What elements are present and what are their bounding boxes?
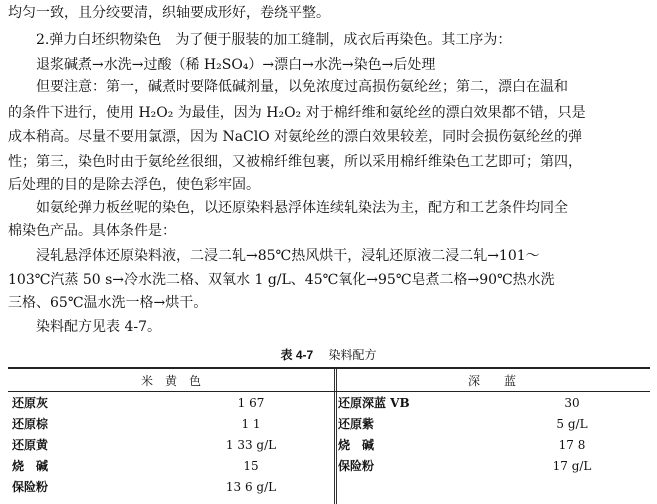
process-flow-line: 退浆碱煮→水洗→过酸（稀 H₂SO₄）→漂白→水洗→染色→后处理 [36, 57, 436, 73]
left-dye-amount: 13 6 g/L [225, 479, 277, 494]
text-line-6: 成本稍高。尽量不要用氯漂，因为 NaClO 对氨纶丝的漂白效果较差，同时会损伤氨纶丝的弹 [8, 129, 583, 145]
text-line-13: 三格、65℃温水洗一格→烘干。 [8, 295, 208, 311]
right-dye-name: 烧 碱 [338, 438, 375, 452]
dye-recipe-table [8, 369, 650, 497]
left-dye-amount: 1 1 [241, 416, 261, 431]
left-dye-amount: 1 67 [237, 395, 265, 410]
table-reference-line: 染料配方见表 4-7。 [36, 319, 161, 335]
right-dye-name [334, 476, 494, 497]
table-caption [0, 346, 657, 363]
right-dye-name: 保险粉 [338, 459, 375, 473]
table-header-row [8, 369, 650, 392]
left-dye-name: 还原棕 [12, 417, 49, 431]
text-line-10: 棉染色产品。具体条件是： [8, 223, 176, 239]
left-dye-name: 烧 碱 [12, 459, 49, 473]
table-row [8, 476, 650, 497]
left-dye-name: 还原黄 [12, 438, 49, 452]
text-line-9: 如氨纶弹力板丝呢的染色，以还原染料悬浮体连续轧染法为主，配方和工艺条件均同全 [36, 200, 568, 216]
right-dye-name: 还原深蓝 VB [338, 396, 410, 410]
table-row [8, 413, 650, 434]
text-line-12: 103℃汽蒸 50 s→冷水洗二格、双氧水 1 g/L、45℃氧化→95℃皂煮二格→90℃热水洗 [8, 272, 555, 288]
left-dye-amount: 1 33 g/L [225, 437, 277, 452]
table-row [8, 434, 650, 455]
header-beige: 米 黄 色 [8, 369, 334, 392]
header-dark-blue: 深 蓝 [334, 369, 650, 392]
right-dye-name: 还原紫 [338, 417, 375, 431]
table-caption-title: 染料配方 [328, 348, 377, 362]
text-line-5: 的条件下进行，使用 H₂O₂ 为最佳，因为 H₂O₂ 对于棉纤维和氨纶丝的漂白效果都不错，只是 [8, 105, 586, 121]
text-line-11: 浸轧悬浮体还原染料液，二浸二轧→85℃热风烘干，浸轧还原液二浸二轧→101～ [36, 248, 540, 264]
right-dye-amount: 17 8 [558, 437, 586, 452]
text-line-1: 均匀一致，且分绞要清，织轴要成形好，卷绕平整。 [8, 5, 330, 21]
text-line-7: 性；第三，染色时由于氨纶丝很细，又被棉纤维包裹，所以采用棉纤维染色工艺即可；第四， [8, 154, 582, 170]
table-row [8, 392, 650, 414]
left-dye-name: 还原灰 [12, 396, 49, 410]
right-dye-amount: 30 [564, 395, 580, 410]
right-dye-amount: 5 g/L [556, 416, 588, 431]
right-dye-amount: 17 g/L [552, 458, 592, 473]
left-dye-amount: 15 [243, 458, 259, 473]
table-row [8, 455, 650, 476]
table-caption-label: 表 4-7 [280, 348, 314, 362]
text-line-8: 后处理的目的是除去浮色，使色彩牢固。 [8, 177, 260, 193]
section-heading-line: 2.弹力白坯织物染色 为了便于服装的加工缝制，成衣后再染色。其工序为： [36, 32, 512, 48]
text-line-4: 但要注意：第一，碱煮时要降低碱剂量，以免浓度过高损伤氨纶丝；第二，漂白在温和 [36, 79, 568, 95]
right-dye-amount [494, 476, 650, 497]
left-dye-name: 保险粉 [12, 480, 49, 494]
